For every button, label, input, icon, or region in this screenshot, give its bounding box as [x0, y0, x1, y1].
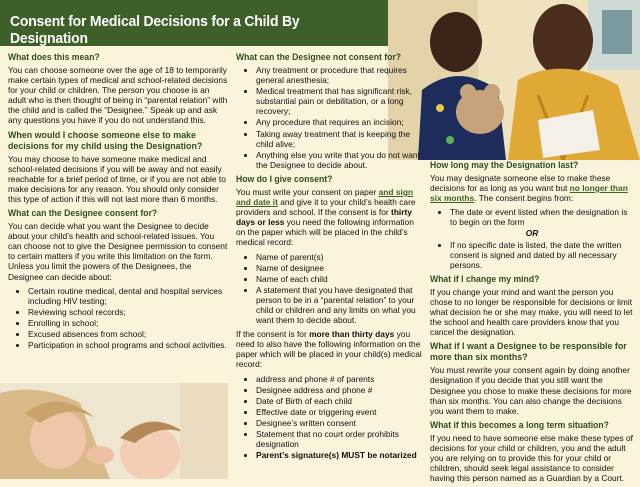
list-item: • Effective date or triggering event: [256, 407, 424, 417]
paragraph-how-give-consent: [236, 187, 424, 248]
list-thirty-days-info: [236, 252, 424, 326]
column-middle: [236, 52, 424, 464]
text-segment: You may designate someone else to make these decisions for as long as you want but: [430, 173, 611, 194]
paragraph-when-choose: You may choose to have someone make medical and school-related decisions if you will be away and not easily reachable for a brief period of time, or if you are not able to make decisions for any reason. You should only consider this type of action if this will not last more than 6 months.: [8, 153, 226, 204]
page-title: Consent for Medical Decisions for a Child By Designation: [10, 13, 300, 47]
list-item: • The date or event listed when the designation is to begin on the form: [450, 207, 634, 227]
heading-what-does-this-mean: What does this mean?: [8, 52, 100, 63]
list-item: • address and phone # of parents: [256, 374, 424, 384]
list-item: • Participation in school programs and school activities.: [28, 340, 228, 350]
list-consent-begins-2: [430, 240, 634, 270]
heading-when-choose: When would I choose someone else to make decisions for my child using the Designation?: [8, 129, 203, 151]
list-designee-cannot-consent: [236, 65, 424, 170]
emphasis-more-than-thirty-days: more than thirty days: [309, 329, 395, 340]
column-right: [430, 160, 634, 487]
list-item: • Designee address and phone #: [256, 385, 424, 395]
paragraph-more-than-thirty-days: [236, 329, 424, 369]
list-item: • Name of parent(s): [256, 252, 424, 262]
photo-father-child: [388, 0, 640, 160]
photo-mother-child-illustration: [0, 383, 228, 479]
heading-designee-can-consent: What can the Designee consent for?: [8, 208, 158, 220]
paragraph-designee-can-consent: You can decide what you want the Designee to decide about your child’s health and school-related issues. You can choose not to give the Designee permission to consent to certain matters if you write this limitation on the form. Unless you limit the powers of the Designees, the Designee can decide about:: [8, 221, 228, 282]
list-item: • Any treatment or procedure that requires general anesthesia;: [256, 65, 424, 85]
column-left: [8, 52, 228, 354]
list-item: • If no specific date is listed, the date the written consent is signed and dated by all necessary persons.: [450, 240, 634, 270]
list-item: • Taking away treatment that is keeping the child alive;: [256, 129, 424, 149]
paragraph-how-long: [430, 173, 634, 203]
heading-more-than-six-months: What if I want a Designee to be responsible for more than six months?: [430, 341, 627, 363]
paragraph-what-does-this-mean: You can choose someone over the age of 18 to temporarily make certain types of medical and school-related decisions for your child or children. The person you choose is an adult who is then thought of being in “parental relation” with the child and is called the “Designee.” Speak up and ask any questions you have if you do not understand this.: [8, 65, 228, 126]
list-item: • Enrolling in school;: [28, 318, 228, 328]
list-consent-begins: [430, 207, 634, 227]
list-item: • Name of each child: [256, 274, 424, 284]
list-item: • Statement that no court order prohibits designation: [256, 429, 424, 449]
list-item: • Date of Birth of each child: [256, 396, 424, 406]
paragraph-more-than-six-months: You must rewrite your consent again by doing another designation if you decide that you still want the Designee you chose to make these decisions for more than six months. You can also change the decisions you want them to make.: [430, 365, 632, 416]
emphasis-sign-and-date: and sign and date it: [236, 186, 414, 208]
list-item: • Designee’s written consent: [256, 418, 424, 428]
text-segment: you need the following information on the paper which will be placed in the child’s medical record:: [236, 217, 414, 248]
list-item-notarized: [256, 450, 424, 460]
text-segment: If the consent is for: [236, 329, 310, 340]
list-item: • Medical treatment that has significant risk, substantial pain or debilitation, or a long recovery;: [256, 86, 424, 116]
list-item: • Anything else you write that you do not want the Designee to decide about.: [256, 150, 424, 170]
list-item: • Reviewing school records;: [28, 307, 228, 317]
emphasis-notarized: Parent’s signature(s) MUST be notarized: [256, 450, 417, 461]
heading-designee-cannot-consent: What can the Designee not consent for?: [236, 52, 402, 63]
title-banner: [0, 0, 388, 46]
photo-father-child-illustration: [388, 0, 640, 160]
text-segment: and give it to your child’s health care providers and school. If the consent is for: [236, 197, 416, 218]
heading-how-long: How long may the Designation last?: [430, 160, 579, 171]
list-designee-can-decide: [8, 286, 228, 351]
photo-mother-child: [0, 383, 228, 479]
paragraph-long-term: If you need to have someone else make these types of decisions for your child or children, you and the adult you are relying on to provide this for your child or children, should seek legal assistance to consider having this person named as a Guardian by a Court.: [430, 432, 633, 484]
emphasis-six-months: no longer than six months: [430, 183, 628, 204]
list-item: • Certain routine medical, dental and hospital services including HIV testing;: [28, 286, 228, 306]
text-segment: You must write your consent on paper: [236, 186, 379, 197]
heading-how-give-consent: How do I give consent?: [236, 173, 333, 185]
emphasis-thirty-days-or-less: thirty days or less: [236, 207, 412, 228]
list-item: • Any procedure that requires an incision;: [256, 117, 424, 127]
or-separator: OR: [525, 228, 539, 239]
text-segment: you need to also have the following information on the paper which will be placed in your child(s) medical record:: [236, 329, 422, 370]
list-more-than-thirty-days-info: [236, 374, 424, 461]
list-item: • A statement that you have designated that person to be in a “parental relation” to your child or children and any limits on what you want them to decide about.: [256, 285, 424, 325]
list-item: • Name of designee: [256, 263, 424, 273]
list-item: • Excused absences from school;: [28, 329, 228, 339]
text-segment: . The consent begins from:: [474, 193, 574, 204]
heading-long-term: What if this becomes a long term situation?: [430, 419, 609, 431]
heading-change-mind: What if I change my mind?: [430, 273, 540, 285]
paragraph-change-mind: If you change your mind and want the person you chose to no longer be responsible for decisions or limit what decision he or she may make, you will need to let the school and health care providers know that you cancel the designation.: [430, 286, 633, 338]
